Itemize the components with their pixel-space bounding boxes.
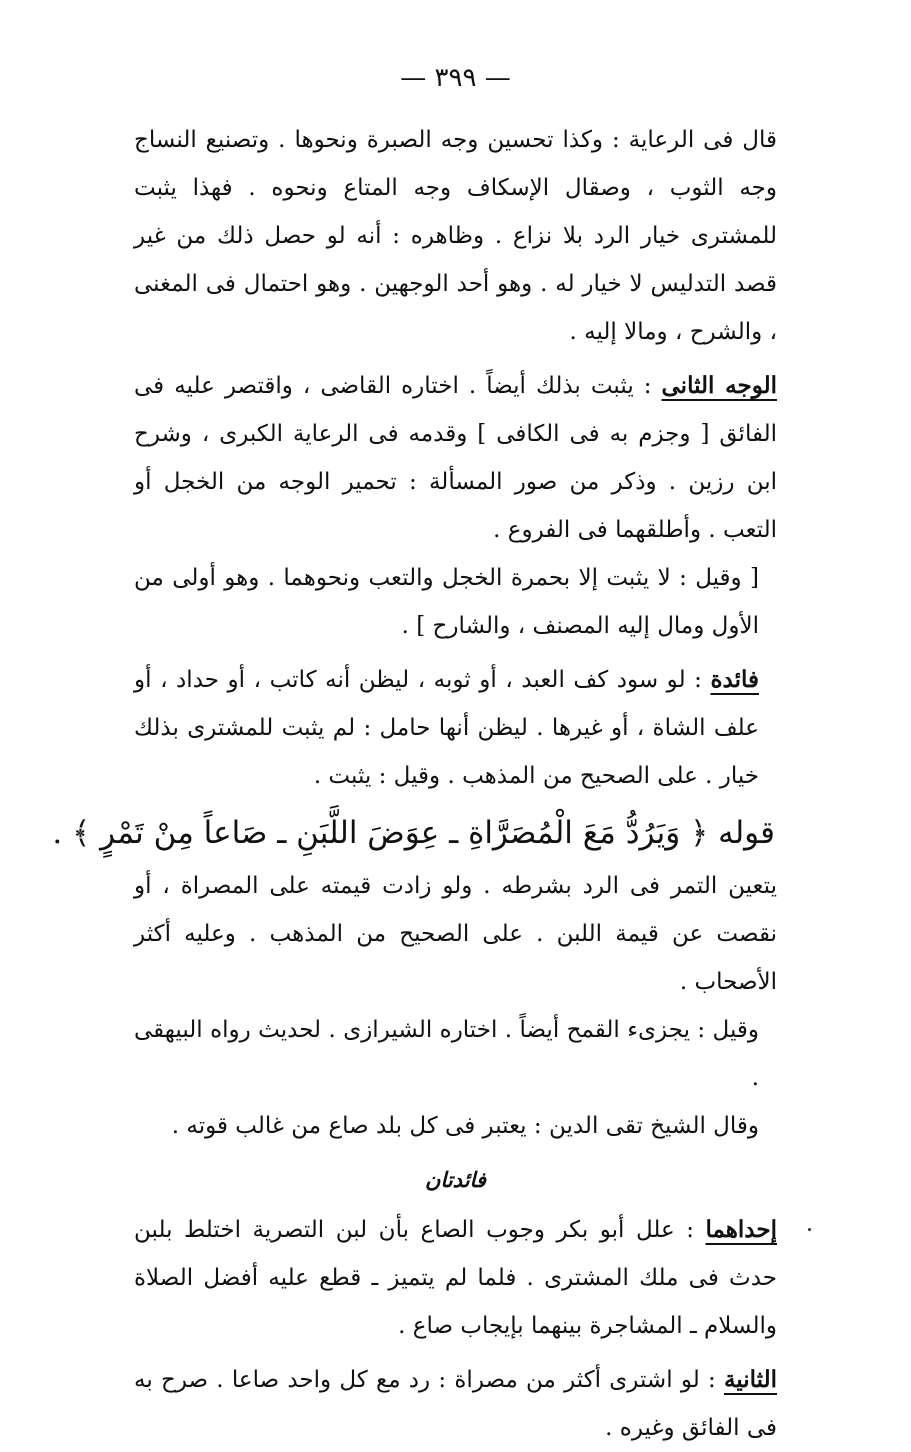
paragraph-second (134, 1356, 777, 1452)
page-number: — ٣٩٩ — (400, 63, 511, 93)
paragraph-taqi-aldin (134, 1102, 777, 1150)
stray-mark (808, 1228, 811, 1231)
paragraph-tamr (134, 862, 777, 1006)
paragraph-text: [ وقيل : لا يثبت إلا بحمرة الخجل والتعب ونحوهما . وهو أولى من الأول ومال إليه المصنف ، والشارح ] . (134, 565, 759, 639)
paragraph-qamh (134, 1006, 777, 1102)
paragraph-lead: فائدة (710, 666, 759, 693)
paragraph-text: وقيل : يجزىء القمح أيضاً . اختاره الشيرازى . لحديث رواه البيهقى . (134, 1017, 759, 1091)
paragraph-text: : علل أبو بكر وجوب الصاع بأن لبن التصرية اختلط بلبن حدث فى ملك المشترى . فلما لم يتميز ـ قطع عليه أفضل الصلاة والسلام ـ المشاجرة بينهما بإيجاب صاع . (134, 1217, 777, 1339)
paragraph-text: يتعين التمر فى الرد بشرطه . ولو زادت قيمته على المصراة ، أو نقصت عن قيمة اللبن . على الصحيح من المذهب . وعليه أكثر الأصحاب . (134, 873, 777, 995)
paragraph-lead: إحداهما (705, 1216, 777, 1243)
paragraph-lead: الوجه الثانى (661, 372, 777, 399)
page-body (52, 116, 777, 1452)
paragraph-text: : يثبت بذلك أيضاً . اختاره القاضى ، واقتصر عليه فى الفائق [ وجزم به فى الكافى ] وقدمه فى الرعاية الكبرى ، وشرح ابن رزين . وذكر من صور المسألة : تحمير الوجه من الخجل أو التعب . وأطلقهما فى الفروع . (134, 373, 777, 543)
paragraph-faida (134, 656, 777, 800)
section-heading: فائدتان (425, 1167, 486, 1192)
paragraph-riaya (134, 116, 777, 356)
paragraph-qil (134, 554, 777, 650)
paragraph-second-view (134, 362, 777, 554)
paragraph-lead: الثانية (723, 1366, 777, 1393)
paragraph-text: : لو سود كف العبد ، أو ثوبه ، ليظن أنه كاتب ، أو حداد ، أو علف الشاة ، أو غيرها . ليظن أنها حامل : لم يثبت للمشترى بذلك خيار . على الصحيح من المذهب . وقيل : يثبت . (134, 667, 759, 789)
quoted-matn-line: قوله ﴿ وَيَرُدُّ مَعَ الْمُصَرَّاةِ ـ عِوَضَ اللَّبَنِ ـ صَاعاً مِنْ تَمْرٍ ﴾ . (52, 815, 775, 851)
paragraph-text: : لو اشترى أكثر من مصراة : رد مع كل واحد صاعا . صرح به فى الفائق وغيره . (134, 1367, 777, 1441)
paragraph-first (134, 1206, 777, 1350)
paragraph-text: قال فى الرعاية : وكذا تحسين وجه الصبرة ونحوها . وتصنيع النساج وجه الثوب ، وصقال الإسكاف وجه المتاع ونحوه . فهذا يثبت للمشترى خيار الرد بلا نزاع . وظاهره : أنه لو حصل ذلك من غير قصد التدليس لا خيار له . وهو أحد الوجهين . وهو احتمال فى المغنى ، والشرح ، ومالا إليه . (134, 127, 777, 345)
paragraph-text: وقال الشيخ تقى الدين : يعتبر فى كل بلد صاع من غالب قوته . (171, 1113, 759, 1139)
